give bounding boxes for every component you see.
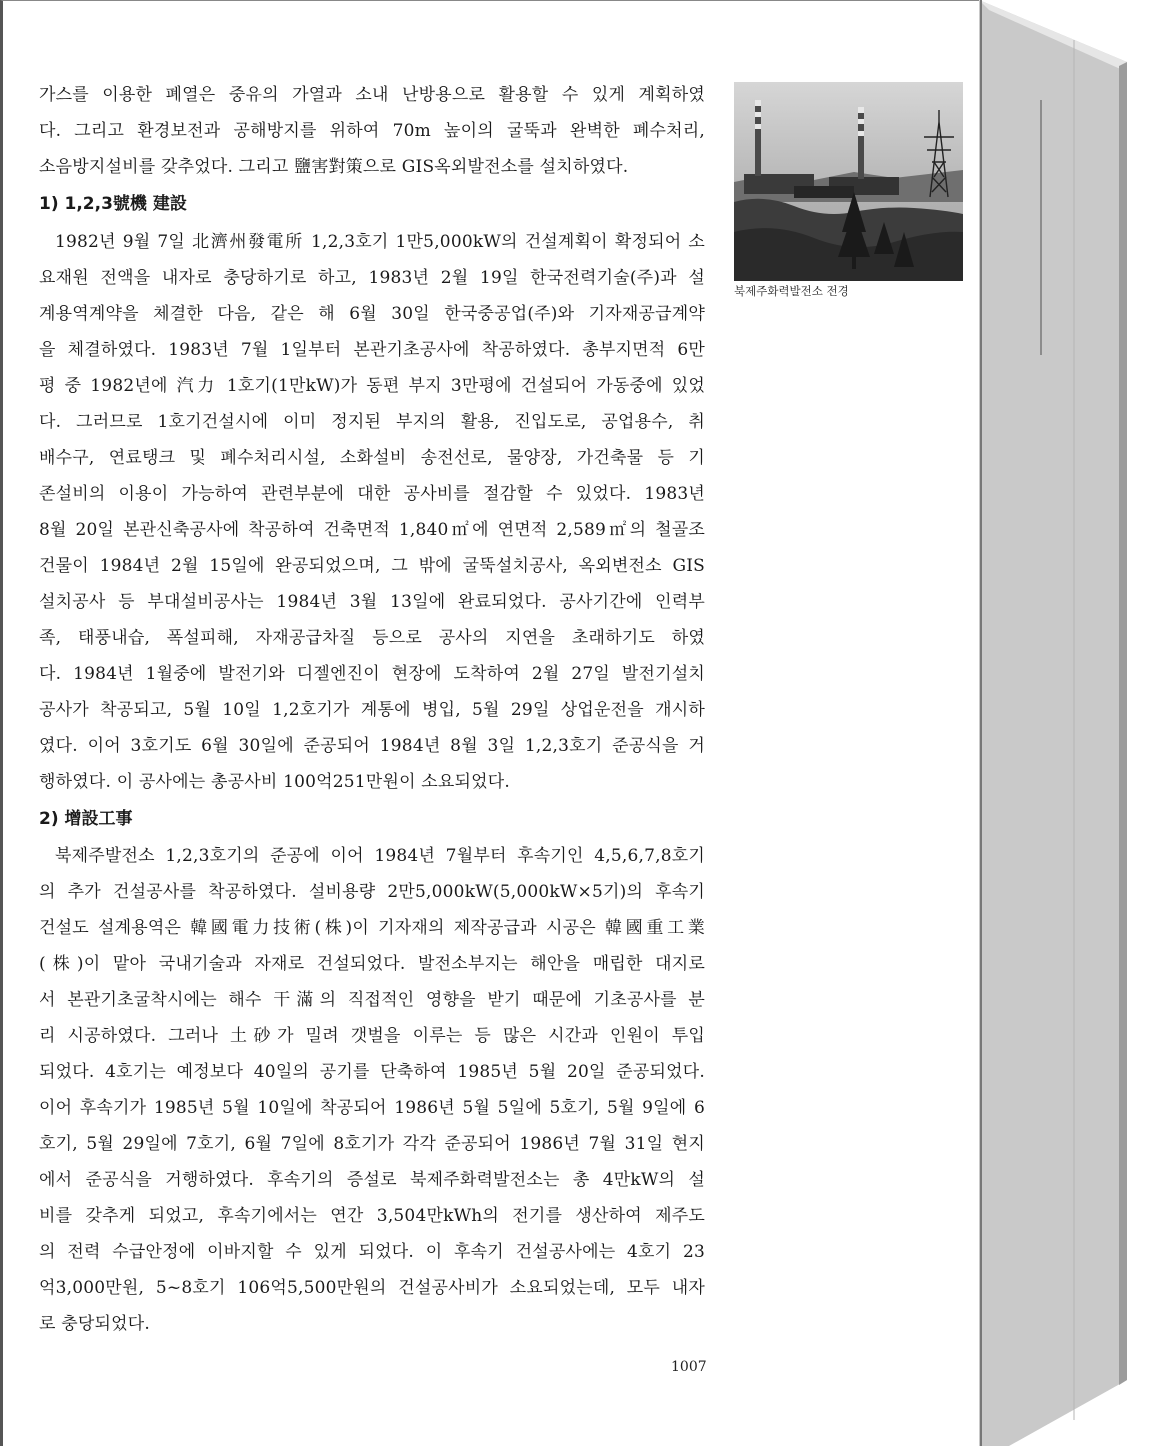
- text-line: 행하였다. 이 공사에는 총공사비 100억251만원이 소요되었다.: [39, 772, 511, 792]
- text-line: 건물이 1984년 2월 15일에 완공되었으며, 그 밖에 굴뚝설치공사, 옥외변전소 GIS: [39, 556, 705, 576]
- text-line: 이어 후속기가 1985년 5월 10일에 착공되어 1986년 5월 5일에 5호기, 5월 9일에 6: [39, 1098, 705, 1118]
- text-line: 의 추가 건설공사를 착공하였다. 설비용량 2만5,000kW(5,000kW×5기)의 후속기: [39, 882, 705, 902]
- page-number: 1007: [671, 1359, 707, 1375]
- text-line: (株)이 맡아 국내기술과 자재로 건설되었다. 발전소부지는 해안을 매립한 대지로: [39, 954, 705, 974]
- text-line: 족, 태풍내습, 폭설피해, 자재공급차질 등으로 공사의 지연을 초래하기도 하였: [39, 628, 705, 648]
- text-line: 로 충당되었다.: [39, 1314, 150, 1334]
- text-line: 설치공사 등 부대설비공사는 1984년 3월 13일에 완료되었다. 공사기간에 인력부: [39, 592, 705, 612]
- text-line: 건설도 설계용역은 韓國電力技術(株)이 기자재의 제작공급과 시공은 韓國重工業: [39, 918, 705, 938]
- text-line: 다. 그리고 환경보전과 공해방지를 위하여 70m 높이의 굴뚝과 완벽한 폐수처리,: [39, 121, 705, 141]
- text-line: 되었다. 4호기는 예정보다 40일의 공기를 단축하여 1985년 5월 20일 준공되었다.: [39, 1062, 705, 1082]
- text-line: 북제주발전소 1,2,3호기의 준공에 이어 1984년 7월부터 후속기인 4,5,6,7,8호기: [55, 846, 705, 866]
- section-heading-1: 1) 1,2,3號機 建設: [39, 194, 187, 214]
- text-line: 을 체결하였다. 1983년 7월 1일부터 본관기초공사에 착공하였다. 총부지면적 6만: [39, 340, 705, 360]
- section-heading-2: 2) 增設工事: [39, 809, 133, 829]
- text-line: 8월 20일 본관신축공사에 착공하여 건축면적 1,840㎡에 연면적 2,589㎡의 철골조: [39, 520, 705, 540]
- text-line: 였다. 이어 3호기도 6월 30일에 준공되어 1984년 8월 3일 1,2,3호기 준공식을 거: [39, 736, 705, 756]
- text-line: 호기, 5월 29일에 7호기, 6월 7일에 8호기가 각각 준공되어 1986년 7월 31일 현지: [39, 1134, 705, 1154]
- text-line: 평 중 1982년에 汽力 1호기(1만kW)가 동편 부지 3만평에 건설되어 가동중에 있었: [39, 376, 705, 396]
- text-line: 에서 준공식을 거행하였다. 후속기의 증설로 북제주화력발전소는 총 4만kW의 설: [39, 1170, 705, 1190]
- photo-caption: 북제주화력발전소 전경: [734, 284, 849, 298]
- text-line: 1982년 9월 7일 北濟州發電所 1,2,3호기 1만5,000kW의 건설계획이 확정되어 소: [55, 232, 705, 252]
- book-page-edge: [979, 0, 1173, 1446]
- text-line: 요재원 전액을 내자로 충당하기로 하고, 1983년 2월 19일 한국전력기술(주)과 설: [39, 268, 705, 288]
- text-line: 서 본관기초굴착시에는 해수 干滿의 직접적인 영향을 받기 때문에 기초공사를 분: [39, 990, 705, 1010]
- power-plant-photo: [734, 82, 963, 281]
- text-line: 존설비의 이용이 가능하여 관련부분에 대한 공사비를 절감할 수 있었다. 1983년: [39, 484, 705, 504]
- text-line: 의 전력 수급안정에 이바지할 수 있게 되었다. 이 후속기 건설공사에는 4호기 23: [39, 1242, 705, 1262]
- text-line: 계용역계약을 체결한 다음, 같은 해 6월 30일 한국중공업(주)와 기자재공급계약: [39, 304, 705, 324]
- text-line: 배수구, 연료탱크 및 폐수처리시설, 소화설비 송전선로, 물양장, 가건축물 등 기: [39, 448, 705, 468]
- text-line: 다. 1984년 1월중에 발전기와 디젤엔진이 현장에 도착하여 2월 27일 발전기설치: [39, 664, 705, 684]
- text-line: 비를 갖추게 되었고, 후속기에서는 연간 3,504만kWh의 전기를 생산하여 제주도: [39, 1206, 705, 1226]
- text-line: 억3,000만원, 5~8호기 106억5,500만원의 건설공사비가 소요되었는데, 모두 내자: [39, 1278, 705, 1298]
- text-line: 리 시공하였다. 그러나 土砂가 밀려 갯벌을 이루는 등 많은 시간과 인원이 투입: [39, 1026, 705, 1046]
- text-line: 가스를 이용한 폐열은 중유의 가열과 소내 난방용으로 활용할 수 있게 계획하였: [39, 85, 705, 105]
- text-line: 공사가 착공되고, 5월 10일 1,2호기가 계통에 병입, 5월 29일 상업운전을 개시하: [39, 700, 705, 720]
- text-line: 다. 그러므로 1호기건설시에 이미 정지된 부지의 활용, 진입도로, 공업용수, 취: [39, 412, 705, 432]
- text-line: 소음방지설비를 갖추었다. 그리고 鹽害對策으로 GIS옥외발전소를 설치하였다.: [39, 157, 629, 177]
